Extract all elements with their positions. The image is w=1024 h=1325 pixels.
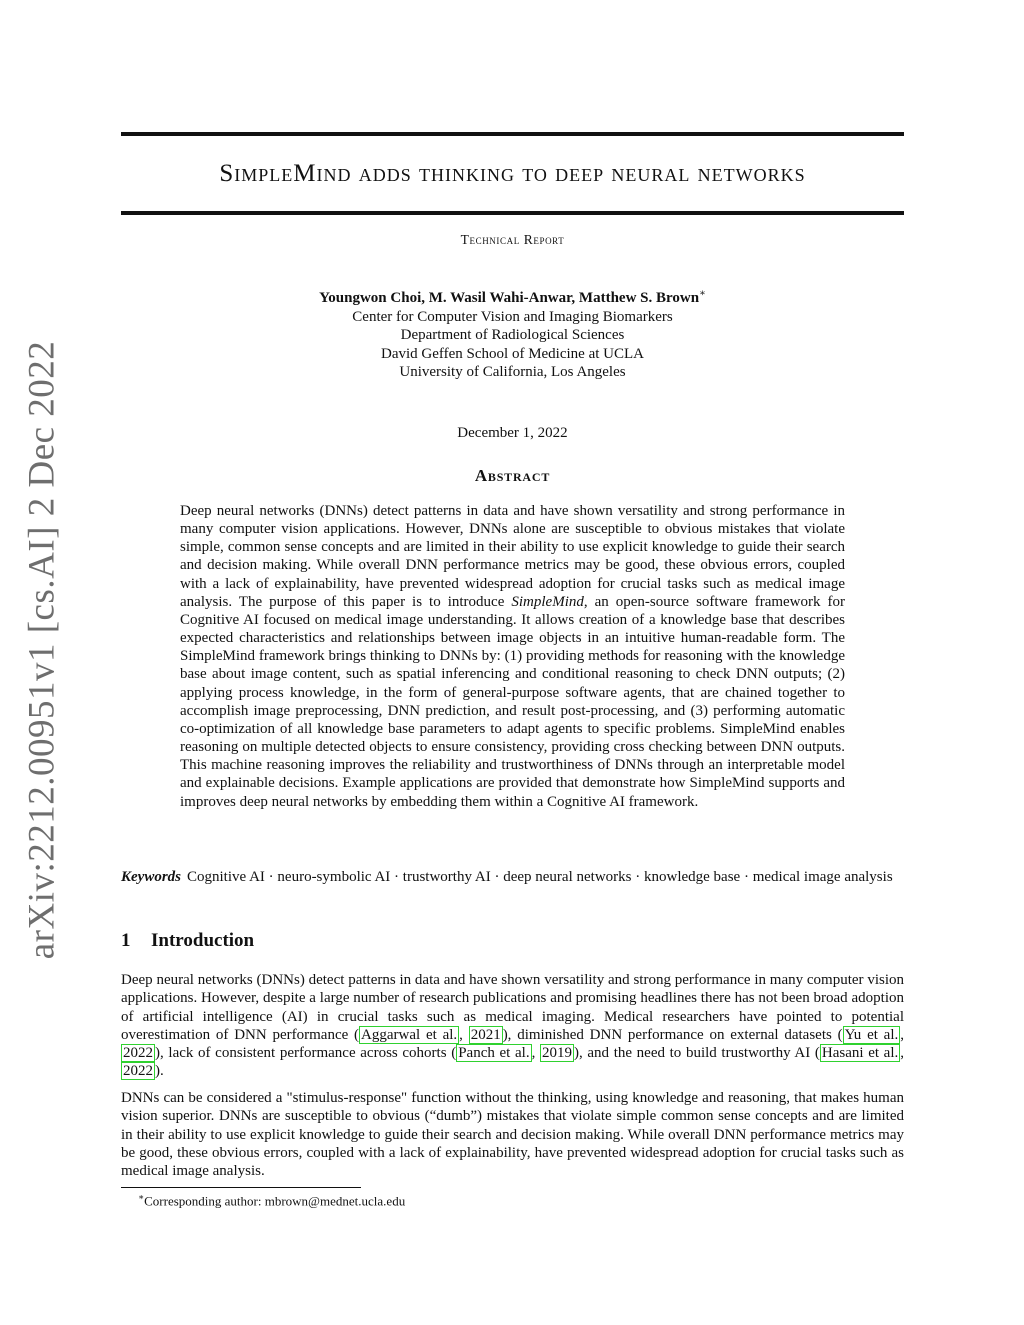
citation-separator: ,: [900, 1045, 905, 1062]
title-rule-top: [121, 132, 904, 136]
paper-title: SimpleMind adds thinking to deep neural networks: [219, 160, 806, 187]
publication-date: December 1, 2022: [457, 425, 568, 441]
affiliation-line: David Geffen School of Medicine at UCLA: [381, 345, 644, 362]
keywords-text: Cognitive AI · neuro-symbolic AI · trustworthy AI · deep neural networks · knowledge base · medical image analysis: [187, 869, 893, 885]
footnote-text: Corresponding author: mbrown@mednet.ucla.edu: [144, 1193, 406, 1209]
author-names: Youngwon Choi, M. Wasil Wahi-Anwar, Matthew S. Brown: [319, 290, 700, 306]
citation-link[interactable]: Yu et al.: [844, 1026, 899, 1043]
intro-text: ), lack of consistent performance across cohorts (: [155, 1045, 457, 1062]
abstract-text-part1: Deep neural networks (DNNs) detect patterns in data and have shown versatility and strong performance in many computer vision applications. However, DNNs alone are susceptible to obvious mistakes that violate simple, common sense concepts and are limited in their ability to use explicit knowledge to guide their search and decision making. While overall DNN performance metrics may be good, these obvious errors, coupled with a lack of explainability, have prevented widespread adoption for crucial tasks such as medical image analysis. The purpose of this paper is to introduce: [180, 503, 845, 610]
section-heading: [121, 930, 254, 952]
citation-year-link[interactable]: 2022: [123, 1045, 153, 1062]
citation-link[interactable]: Aggarwal et al.: [361, 1026, 458, 1043]
intro-paragraph-1: [121, 971, 904, 1081]
section-number: 1: [121, 930, 131, 951]
abstract-body: [180, 502, 845, 811]
abstract-heading: Abstract: [474, 466, 551, 485]
abstract-emphasis: SimpleMind: [511, 593, 584, 610]
footnote-rule: [121, 1187, 361, 1188]
citation-link[interactable]: Hasani et al.: [821, 1045, 899, 1062]
footnote: [138, 1192, 405, 1209]
citation-year-link[interactable]: 2021: [470, 1026, 501, 1043]
author-names-line: [121, 285, 904, 308]
affiliation-line: University of California, Los Angeles: [399, 364, 626, 381]
author-footnote-marker[interactable]: ∗: [699, 288, 706, 299]
section-title: Introduction: [151, 930, 255, 951]
affiliation-line: Center for Computer Vision and Imaging Biomarkers: [352, 308, 673, 325]
report-type: Technical Report: [460, 232, 565, 247]
intro-text: ), diminished DNN performance on external datasets (: [502, 1026, 843, 1043]
citation-separator: ,: [531, 1045, 540, 1062]
affiliation-line: Department of Radiological Sciences: [400, 327, 625, 344]
citation-link[interactable]: Panch et al.: [458, 1045, 530, 1062]
citation-year-link[interactable]: 2019: [541, 1045, 572, 1062]
intro-text: ).: [155, 1063, 164, 1080]
title-rule-bottom: [121, 211, 904, 215]
intro-paragraph-2: DNNs can be considered a "stimulus-response" function without the thinking, using knowledge and reasoning, that makes human vision superior. DNNs are susceptible to obvious (“dumb”) mistakes that violate simple common sense concepts and are limited in their ability to use explicit knowledge to guide their search and decision making. While overall DNN performance metrics may be good, these obvious errors, coupled with a lack of explainability, have prevented widespread adoption for crucial tasks such as medical image analysis.: [121, 1090, 904, 1180]
intro-text: ), and the need to build trustworthy AI (: [573, 1045, 820, 1062]
keywords-block: [121, 868, 904, 886]
keywords-label: Keywords: [121, 869, 181, 885]
author-block: [121, 285, 904, 382]
abstract-text-part2: , an open-source software framework for Cognitive AI focused on medical image understanding. It allows creation of a knowledge base that describes expected characteristics and relationships between image objects in an intuitive human-readable form. The SimpleMind framework brings thinking to DNNs by: (1) providing methods for reasoning with the knowledge base about image content, such as spatial inferencing and conditional reasoning to check DNN outputs; (2) applying process knowledge, in the form of general-purpose software agents, that are chained together to accomplish image preprocessing, DNN prediction, and result post-processing, and (3) performing automatic co-optimization of all knowledge base parameters to adapt agents to specific problems. SimpleMind enables reasoning on multiple detected objects to ensure consistency, providing cross checking between DNN outputs. This machine reasoning improves the reliability and trustworthiness of DNNs through an interpretable model and explainable decisions. Example applications are provided that demonstrate how SimpleMind supports and improves deep neural networks by embedding them within a Cognitive AI framework.: [180, 593, 845, 810]
arxiv-identifier-stamp: arXiv:2212.00951v1 [cs.AI] 2 Dec 2022: [21, 340, 63, 960]
citation-year-link[interactable]: 2022: [123, 1063, 153, 1080]
citation-separator: ,: [900, 1026, 905, 1043]
footnote-marker: ∗: [138, 1192, 145, 1202]
citation-separator: ,: [459, 1026, 469, 1043]
intro-text: Deep neural networks (DNNs) detect patterns in data and have shown versatility and strong performance in many computer vision applications. However, despite a large number of research publications and promising headlines there has not been broad adoption of artificial intelligence (AI) in crucial tasks such as medical imaging. Medical researchers have pointed to potential overestimation of DNN performance (: [121, 972, 904, 1043]
